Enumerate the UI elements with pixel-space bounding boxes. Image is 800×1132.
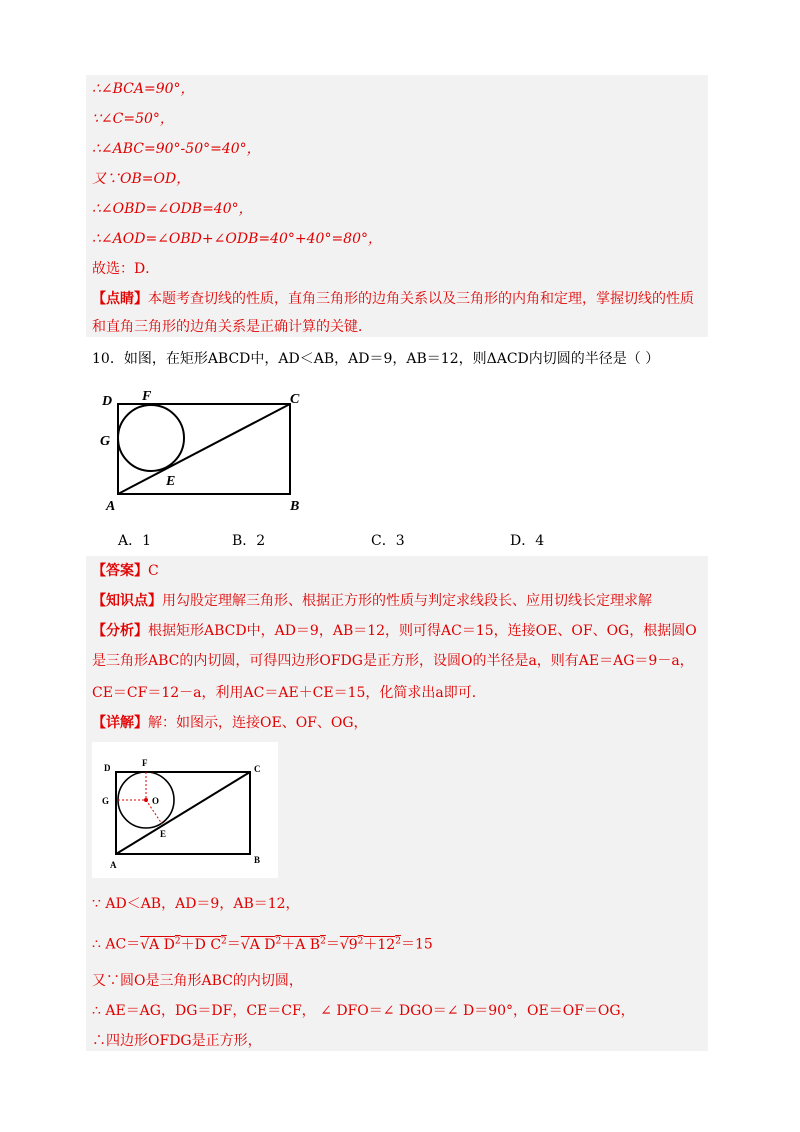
prev-line-4: 又∵OB=OD， <box>92 171 191 187</box>
step-3: 又∵圆O是三角形ABC的内切圆， <box>92 973 303 989</box>
step-2-prefix: ∴ AC＝ <box>92 936 141 953</box>
answer-value: C <box>148 563 159 579</box>
analysis-line-1 <box>92 622 697 640</box>
prev-line-5: ∴∠OBD=∠ODB=40°， <box>92 201 253 217</box>
answer-line <box>92 562 159 580</box>
sq-5: 2 <box>357 936 364 946</box>
step-4: ∴ AE＝AG，DG＝DF，CE＝CF， ∠ DFO＝∠ DGO＝∠ D＝90°，OE＝OF＝OG， <box>92 1003 635 1019</box>
knowledge-tag: 【知识点】 <box>92 593 162 609</box>
fig1-label-e: E <box>166 474 176 489</box>
sq-3: 2 <box>275 936 282 946</box>
fig2-label-c: C <box>254 764 261 774</box>
prev-line-7: 故选：D． <box>92 261 160 277</box>
figure-rectangle-incircle-detail <box>92 742 278 878</box>
fig2-label-a: A <box>110 860 117 870</box>
prev-line-2: ∵∠C=50°， <box>92 111 174 127</box>
sqrt-1-b: ＋D C <box>180 936 222 953</box>
sq-6: 2 <box>395 936 401 946</box>
step-2-eq-1: ＝ <box>226 936 241 953</box>
sqrt-3-b: ＋12 <box>363 936 396 953</box>
step-2 <box>92 932 433 954</box>
fig1-label-d: D <box>102 394 113 409</box>
step-1: ∵ AD＜AB，AD＝9，AB＝12， <box>92 896 300 912</box>
figure-rectangle-incircle <box>96 388 316 518</box>
step-2-result: ＝15 <box>400 936 433 953</box>
sqrt-2-b: ＋A B <box>281 936 321 953</box>
analysis-tag: 【分析】 <box>92 623 148 639</box>
comment-tag: 【点睛】 <box>92 291 148 307</box>
option-b[interactable]: B．2 <box>232 533 266 549</box>
fig2-label-f: F <box>142 758 148 768</box>
comment-text-1: 本题考查切线的性质，直角三角形的边角关系以及三角形的内角和定理，掌握切线的性质 <box>148 291 694 307</box>
knowledge-line <box>92 592 652 610</box>
analysis-text-1: 根据矩形ABCD中，AD＝9，AB＝12，则可得AC＝15，连接OE、OF、OG，根据圆O <box>148 623 697 639</box>
sqrt-3-a: 9 <box>348 936 358 953</box>
step-5: ∴四边形OFDG是正方形， <box>92 1033 262 1049</box>
analysis-line-2: 是三角形ABC的内切圆，可得四边形OFDG是正方形，设圆O的半径是a，则有AE＝AG＝9－a， <box>92 653 694 669</box>
knowledge-text: 用勾股定理解三角形、根据正方形的性质与判定求线段长、应用切线长定理求解 <box>162 593 652 609</box>
fig1-label-g: G <box>100 434 111 449</box>
detail-tag: 【详解】 <box>92 715 148 731</box>
prev-line-3: ∴∠ABC=90°-50°=40°， <box>92 141 261 157</box>
prev-line-1: ∴∠BCA=90°， <box>92 81 195 97</box>
fig2-label-g: G <box>102 796 110 806</box>
detail-text-1: 解：如图示，连接OE、OF、OG， <box>148 715 368 731</box>
prev-comment-1 <box>92 290 694 308</box>
fig1-label-b: B <box>290 499 300 514</box>
fig1-label-c: C <box>290 392 300 407</box>
step-2-eq-2: ＝ <box>325 936 340 953</box>
option-a[interactable]: A．1 <box>118 533 152 549</box>
question-text: 10．如图，在矩形ABCD中，AD＜AB，AD＝9，AB＝12，则ΔACD内切圆的半径是（ ） <box>92 351 660 367</box>
fig2-label-d: D <box>104 763 111 773</box>
sqrt-term-1: √A $D^2+D$ $C^2$ <box>140 936 227 953</box>
detail-line-1 <box>92 714 368 732</box>
fig1-label-a: A <box>106 499 116 514</box>
fig2-label-b: B <box>254 855 261 865</box>
sq-1: 2 <box>174 936 181 946</box>
option-c[interactable]: C．3 <box>371 533 405 549</box>
prev-line-6: ∴∠AOD=∠OBD+∠ODB=40°+40°=80°， <box>92 231 382 247</box>
sqrt-term-3: $√9^2+12^2$ <box>339 936 401 953</box>
prev-comment-2: 和直角三角形的边角关系是正确计算的关键． <box>92 319 372 335</box>
sqrt-2-a: A D <box>249 936 276 953</box>
fig2-label-o: O <box>152 796 160 806</box>
sq-4: 2 <box>320 936 326 946</box>
sqrt-1-a: A D <box>149 936 175 953</box>
analysis-line-3: CE＝CF＝12－a，利用AC＝AE＋CE＝15，化简求出a即可． <box>92 685 486 701</box>
fig1-label-f: F <box>142 389 152 404</box>
fig2-label-e: E <box>160 829 167 839</box>
answer-tag: 【答案】 <box>92 563 148 579</box>
option-d[interactable]: D．4 <box>510 533 545 549</box>
sqrt-term-2: √A $D^2+A$ $B^2$ <box>240 936 326 953</box>
sq-2: 2 <box>221 936 227 946</box>
